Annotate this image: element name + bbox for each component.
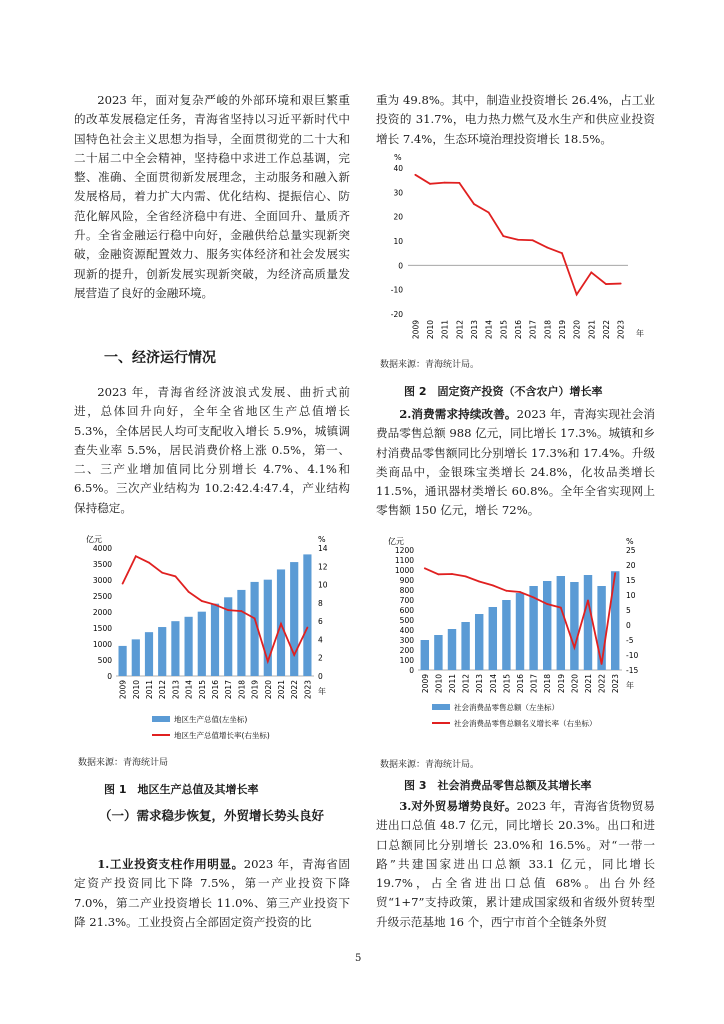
growth-point-2020: [267, 660, 269, 662]
consume-text: 2023 年，青海实现社会消费品零售总额 988 亿元，同比增长 17.3%。城镇和乡村消费品零售额同比分别增长 17.3%和 17.4%。升级类商品中，金银珠宝类增长 24.8%，化妆品类增长 11.5%，通讯器材类增长 60.8%。全年全省实现网上零售额 150 亿元，增长 72%。: [376, 407, 655, 518]
bar-2014: [489, 607, 497, 670]
left-tick-label: 700: [399, 596, 414, 605]
right-axis-unit: %: [318, 535, 326, 544]
investment-point-2020: [576, 294, 578, 296]
growth-point-2023: [307, 627, 309, 629]
x-tick-label: 2020: [572, 320, 582, 340]
trade-heading: 3.对外贸易增势良好。: [399, 799, 517, 813]
right-tick-label: -15: [626, 666, 639, 675]
left-tick-label: 100: [399, 656, 414, 665]
right-tick-label: 14: [318, 544, 328, 553]
growth-point-2012: [161, 572, 163, 574]
left-tick-label: 800: [399, 586, 414, 595]
investment-growth-line: [415, 175, 620, 295]
left-tick-label: 1000: [394, 566, 414, 575]
y-tick-label: 20: [393, 212, 403, 222]
x-tick-label: 2014: [488, 674, 498, 694]
legend-line-label: 地区生产总值增长率(右坐标): [174, 731, 270, 740]
trade-text: 2023 年，青海省货物贸易进出口总值 48.7 亿元，同比增长 20.3%。出口和进口总额同比分别增长 23.0%和 16.5%。对“一带一路”共建国家进出口总额 33.1 亿元，同比增长 19.7%，占全省进出口总值 68%。出台外经贸“1+7”支持政策，累计建成国家级和省级外贸转型升级示范基地 16 个，西宁市首个全链条外贸: [376, 799, 655, 929]
x-axis-unit: 年: [318, 687, 326, 696]
left-tick-label: 2500: [92, 592, 112, 601]
investment-point-2018: [546, 247, 548, 249]
bar-2011: [145, 632, 153, 676]
right-tick-label: 12: [318, 562, 328, 572]
x-tick-label: 2020: [570, 674, 580, 694]
bar-2016: [211, 604, 219, 676]
figure-2-source: 数据来源：青海统计局。: [380, 360, 480, 370]
invest-text: 2023 年，青海省固定资产投资同比下降 7.5%，第一产业投资下降 7.0%，第二产业投资增长 11.0%、第三产业投资下降 21.3%。工业投资占全部固定资产投资的比: [74, 857, 350, 929]
growth-point-2023: [614, 572, 616, 574]
left-tick-label: 2000: [92, 608, 112, 617]
growth-point-2021: [587, 600, 589, 602]
invest-block: [74, 855, 350, 932]
y-tick-label: -20: [390, 310, 403, 319]
x-tick-label: 2012: [158, 680, 168, 700]
figure-3-chart: [378, 536, 658, 742]
x-tick-label: 2013: [171, 680, 181, 700]
bar-2021: [584, 575, 592, 670]
page-number: 5: [355, 953, 362, 964]
overview-block: [74, 383, 350, 518]
investment-point-2022: [605, 283, 607, 285]
bar-2020: [570, 582, 578, 670]
right-tick-label: 10: [318, 580, 328, 590]
investment-point-2021: [590, 271, 592, 273]
x-tick-label: 2011: [448, 674, 457, 694]
x-tick-label: 2014: [484, 320, 494, 340]
growth-point-2019: [560, 607, 562, 609]
x-tick-label: 2023: [616, 320, 626, 340]
x-tick-label: 2012: [461, 674, 471, 694]
figure-3-caption: 图 3 社会消费品零售总额及其增长率: [404, 779, 592, 792]
x-tick-label: 2018: [543, 320, 553, 340]
growth-point-2010: [135, 555, 137, 557]
figure-1-chart: [76, 528, 344, 752]
bar-2015: [502, 600, 510, 670]
subsection-title: （一）需求稳步恢复，外贸增长势头良好: [99, 808, 325, 823]
growth-point-2014: [492, 585, 494, 587]
growth-point-2022: [293, 654, 295, 656]
x-tick-label: 2022: [290, 680, 300, 700]
x-tick-label: 2009: [420, 674, 430, 694]
bar-2014: [185, 617, 193, 676]
investment-point-2014: [488, 212, 490, 214]
x-tick-label: 2022: [602, 320, 611, 340]
left-tick-label: 1200: [394, 546, 414, 555]
right-tick-label: 2: [318, 653, 323, 663]
left-tick-label: 3500: [92, 560, 112, 569]
investment-point-2010: [429, 183, 431, 185]
y-tick-label: -10: [390, 285, 403, 295]
x-tick-label: 2019: [250, 680, 260, 700]
right-tick-label: 4: [318, 635, 323, 645]
left-tick-label: 500: [97, 656, 112, 665]
left-tick-label: 0: [107, 672, 112, 681]
bar-2022: [290, 562, 298, 676]
x-tick-label: 2011: [440, 320, 450, 340]
right-tick-label: 0: [626, 621, 631, 630]
bar-2013: [171, 621, 179, 676]
consume-block: [376, 405, 655, 521]
overview-paragraph: 2023 年，青海省经济波浪式发展、曲折式前进，总体回升向好，全年全省地区生产总值增长 5.3%，全体居民人均可支配收入增长 5.9%，城镇调查失业率 5.5%，居民消费价格上涨 0.5%，第一、二、三产业增加值同比分别增长 4.7%、4.1%和 6.5%。三次产业结构为 10.2:42.4:47.4，产业结构保持稳定。: [74, 385, 350, 515]
left-tick-label: 0: [409, 666, 414, 675]
left-tick-label: 300: [399, 636, 414, 645]
growth-point-2017: [533, 597, 535, 599]
growth-point-2014: [188, 591, 190, 593]
figure-1-caption: 图 1 地区生产总值及其增长率: [104, 783, 259, 796]
growth-point-2009: [424, 567, 426, 569]
x-tick-label: 2017: [529, 674, 539, 694]
y-tick-label: 10: [393, 237, 403, 246]
x-tick-label: 2023: [611, 674, 621, 694]
legend-bar-label: 地区生产总值(左坐标): [174, 715, 248, 724]
right-axis-unit: %: [626, 537, 634, 546]
bar-2010: [132, 639, 140, 676]
legend-bar-swatch: [432, 704, 450, 710]
left-axis-unit: 亿元: [86, 535, 102, 544]
bar-2018: [543, 581, 551, 670]
right-tick-label: -5: [626, 636, 634, 645]
bar-2011: [448, 629, 456, 670]
bar-2023: [611, 571, 619, 670]
bar-2009: [119, 646, 127, 676]
x-tick-label: 2015: [197, 680, 207, 700]
left-tick-label: 500: [399, 616, 414, 625]
growth-point-2011: [148, 562, 150, 564]
x-tick-label: 2019: [558, 320, 567, 340]
investment-point-2011: [444, 182, 446, 184]
x-tick-label: 2009: [411, 320, 421, 340]
growth-point-2020: [574, 647, 576, 649]
x-tick-label: 2014: [184, 680, 194, 700]
growth-point-2022: [601, 663, 603, 665]
right-top-block: [376, 91, 655, 149]
x-tick-label: 2012: [455, 320, 465, 340]
x-tick-label: 2010: [131, 680, 141, 700]
consume-heading: 2.消费需求持续改善。: [399, 407, 517, 421]
investment-point-2012: [458, 182, 460, 184]
x-tick-label: 2017: [224, 680, 234, 700]
y-axis-unit: %: [394, 153, 402, 162]
left-tick-label: 3000: [92, 576, 112, 585]
figure-2-chart: [378, 150, 656, 350]
growth-point-2015: [201, 600, 203, 602]
x-tick-label: 2016: [516, 674, 525, 694]
left-tick-label: 400: [399, 626, 414, 635]
x-tick-label: 2022: [597, 674, 607, 694]
left-tick-label: 900: [399, 576, 414, 585]
x-axis-unit: 年: [636, 329, 644, 338]
x-tick-label: 2017: [528, 320, 538, 340]
x-tick-label: 2021: [584, 674, 593, 694]
left-axis-unit: 亿元: [388, 537, 404, 546]
x-tick-label: 2018: [237, 680, 247, 700]
section-title: 一、经济运行情况: [104, 350, 216, 366]
growth-point-2016: [214, 604, 216, 606]
x-tick-label: 2010: [426, 320, 435, 340]
right-tick-label: 15: [626, 576, 636, 585]
x-tick-label: 2020: [263, 680, 273, 700]
x-tick-label: 2010: [434, 674, 444, 694]
investment-point-2019: [561, 252, 563, 254]
x-tick-label: 2021: [277, 680, 286, 700]
bar-2018: [237, 590, 245, 676]
investment-point-2017: [532, 239, 534, 241]
x-tick-label: 2023: [303, 680, 313, 700]
x-tick-label: 2013: [470, 320, 479, 340]
growth-point-2019: [254, 618, 256, 620]
bar-2013: [475, 614, 483, 670]
figure-3-source: 数据来源：青海统计局。: [380, 760, 480, 770]
x-tick-label: 2016: [514, 320, 523, 340]
trade-block: [376, 797, 655, 932]
invest-heading: 1.工业投资支柱作用明显。: [97, 857, 244, 871]
x-tick-label: 2015: [502, 674, 512, 694]
growth-point-2013: [478, 581, 480, 583]
left-tick-label: 1000: [92, 640, 112, 649]
x-tick-label: 2011: [145, 680, 154, 700]
bar-2022: [597, 586, 605, 670]
y-tick-label: 30: [393, 188, 403, 198]
trade-paragraph: [376, 797, 655, 932]
investment-point-2016: [517, 239, 519, 241]
figure-2-caption: 图 2 固定资产投资（不含农户）增长率: [404, 385, 603, 398]
x-tick-label: 2009: [118, 680, 128, 700]
legend-line-label: 社会消费品零售总额名义增长率（右坐标）: [454, 719, 597, 728]
investment-point-2023: [620, 283, 622, 285]
intro-paragraph: 2023 年，面对复杂严峻的外部环境和艰巨繁重的改革发展稳定任务，青海省坚持以习近平新时代中国特色社会主义思想为指导，全面贯彻党的二十大和二十届二中全会精神，坚持稳中求进工作总基调，完整、准确、全面贯彻新发展理念，主动服务和融入新发展格局，着力扩大内需、优化结构、提振信心、防范化解风险，全省经济稳中有进、全面回升、量质齐升。全省金融运行稳中向好，金融供给总量实现新突破，金融资源配置效力、服务实体经济和社会发展实现新的提升，创新发展实现新突破，为经济高质量发展营造了良好的金融环境。: [74, 93, 350, 300]
growth-point-2012: [465, 576, 467, 578]
growth-point-2021: [280, 623, 282, 625]
left-tick-label: 1100: [394, 556, 414, 565]
x-tick-label: 2013: [475, 674, 485, 694]
bar-2023: [303, 554, 311, 676]
growth-point-2011: [451, 573, 453, 575]
x-tick-label: 2016: [211, 680, 220, 700]
right-tick-label: 10: [626, 591, 636, 600]
invest-paragraph: [74, 855, 350, 932]
right-tick-label: 20: [626, 561, 636, 570]
right-tick-label: -10: [626, 651, 639, 660]
growth-point-2010: [438, 573, 440, 575]
growth-point-2015: [506, 590, 508, 592]
growth-point-2018: [241, 610, 243, 612]
invest-continued: 重为 49.8%。其中，制造业投资增长 26.4%，占工业投资的 31.7%，电力热力燃气及水生产和供应业投资增长 7.4%，生态环境治理投资增长 18.5%。: [376, 93, 655, 146]
right-tick-label: 8: [318, 598, 323, 608]
x-tick-label: 2015: [499, 320, 509, 340]
legend-bar-label: 社会消费品零售总额（左坐标）: [454, 703, 559, 712]
growth-point-2013: [175, 575, 177, 577]
x-tick-label: 2018: [543, 674, 553, 694]
left-tick-label: 1500: [92, 624, 112, 633]
growth-point-2017: [227, 609, 229, 611]
figure-1-source: 数据来源：青海统计局: [78, 758, 169, 768]
right-tick-label: 25: [626, 546, 636, 555]
legend-bar-swatch: [152, 716, 170, 722]
right-tick-label: 5: [626, 606, 631, 615]
growth-point-2016: [519, 591, 521, 593]
left-tick-label: 4000: [92, 544, 112, 553]
bar-2012: [461, 622, 469, 670]
left-tick-label: 600: [399, 606, 414, 615]
bar-2010: [434, 635, 442, 670]
growth-point-2009: [122, 583, 124, 585]
bar-2016: [516, 593, 524, 670]
x-tick-label: 2021: [587, 320, 597, 340]
y-tick-label: 40: [393, 164, 403, 173]
right-tick-label: 0: [318, 672, 323, 681]
bar-2009: [421, 640, 429, 670]
right-tick-label: 6: [318, 617, 323, 627]
x-tick-label: 2019: [556, 674, 566, 694]
consume-paragraph: [376, 405, 655, 521]
y-tick-label: 0: [398, 261, 403, 271]
investment-point-2013: [473, 203, 475, 205]
bar-2015: [198, 612, 206, 676]
left-tick-label: 200: [399, 646, 414, 655]
x-axis-unit: 年: [626, 681, 634, 690]
bar-2012: [158, 627, 166, 676]
growth-point-2018: [546, 603, 548, 605]
investment-point-2009: [414, 174, 416, 176]
bar-2019: [557, 576, 565, 670]
investment-point-2015: [502, 235, 504, 237]
